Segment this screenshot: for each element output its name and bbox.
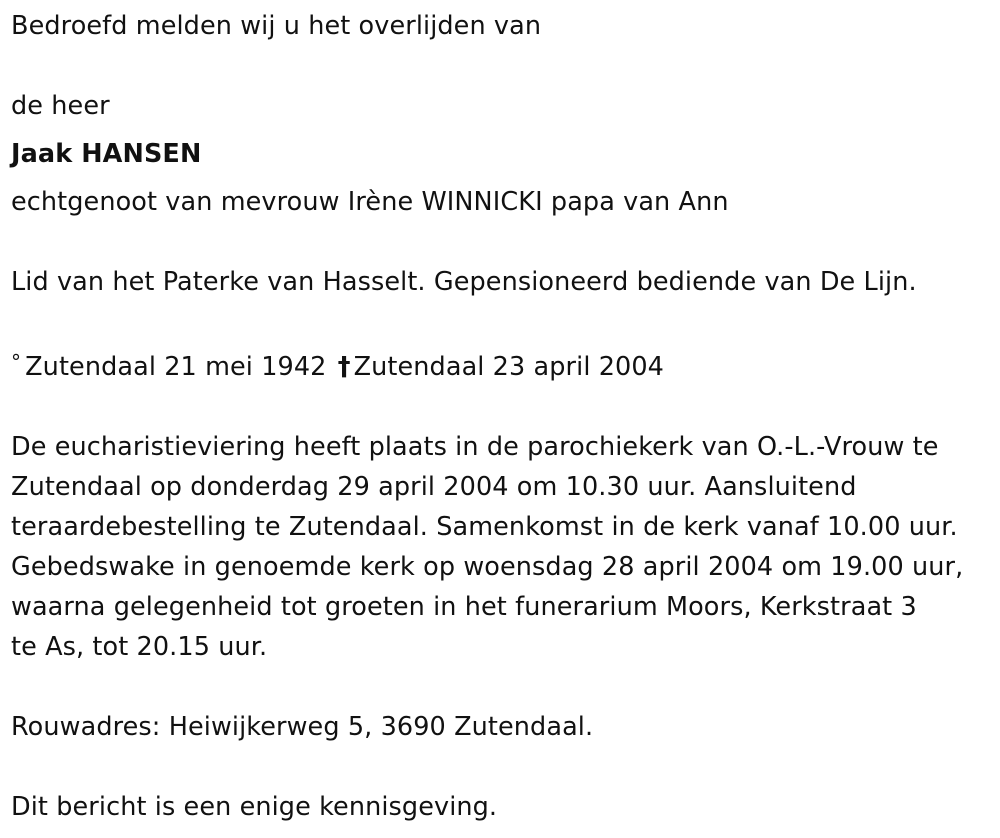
life-dates (11, 342, 996, 387)
death-info: Zutendaal 23 april 2004 (353, 352, 665, 382)
spacer (11, 46, 996, 86)
notice-intro: Bedroefd melden wij u het overlijden van (11, 11, 542, 41)
spacer (11, 387, 996, 427)
notice-membership: Lid van het Paterke van Hasselt. Gepensioneerd bediende van De Lijn. (11, 267, 917, 297)
death-notice (11, 6, 996, 827)
mourning-address: Rouwadres: Heiwijkerweg 5, 3690 Zutendaal. (11, 712, 594, 742)
spacer (11, 302, 996, 342)
ceremony-line: Zutendaal op donderdag 29 april 2004 om 10.30 uur. Aansluitend (11, 472, 857, 502)
deceased-name: Jaak HANSEN (11, 139, 202, 169)
spacer (11, 747, 996, 787)
ceremony-line: teraardebestelling te Zutendaal. Samenkomst in de kerk vanaf 10.00 uur. (11, 512, 958, 542)
ceremony-line: te As, tot 20.15 uur. (11, 632, 268, 662)
spacer (11, 667, 996, 707)
notice-relation: echtgenoot van mevrouw Irène WINNICKI papa van Ann (11, 187, 729, 217)
birth-symbol: ° (11, 350, 22, 374)
birth-info: Zutendaal 21 mei 1942 (25, 352, 327, 382)
ceremony-line: waarna gelegenheid tot groeten in het funerarium Moors, Kerkstraat 3 (11, 592, 917, 622)
ceremony-line: De eucharistieviering heeft plaats in de parochiekerk van O.-L.-Vrouw te (11, 432, 939, 462)
death-cross-icon: † (337, 352, 351, 382)
notice-salutation: de heer (11, 91, 110, 121)
notice-closing: Dit bericht is een enige kennisgeving. (11, 792, 498, 822)
spacer (11, 222, 996, 262)
ceremony-line: Gebedswake in genoemde kerk op woensdag 28 april 2004 om 19.00 uur, (11, 552, 964, 582)
